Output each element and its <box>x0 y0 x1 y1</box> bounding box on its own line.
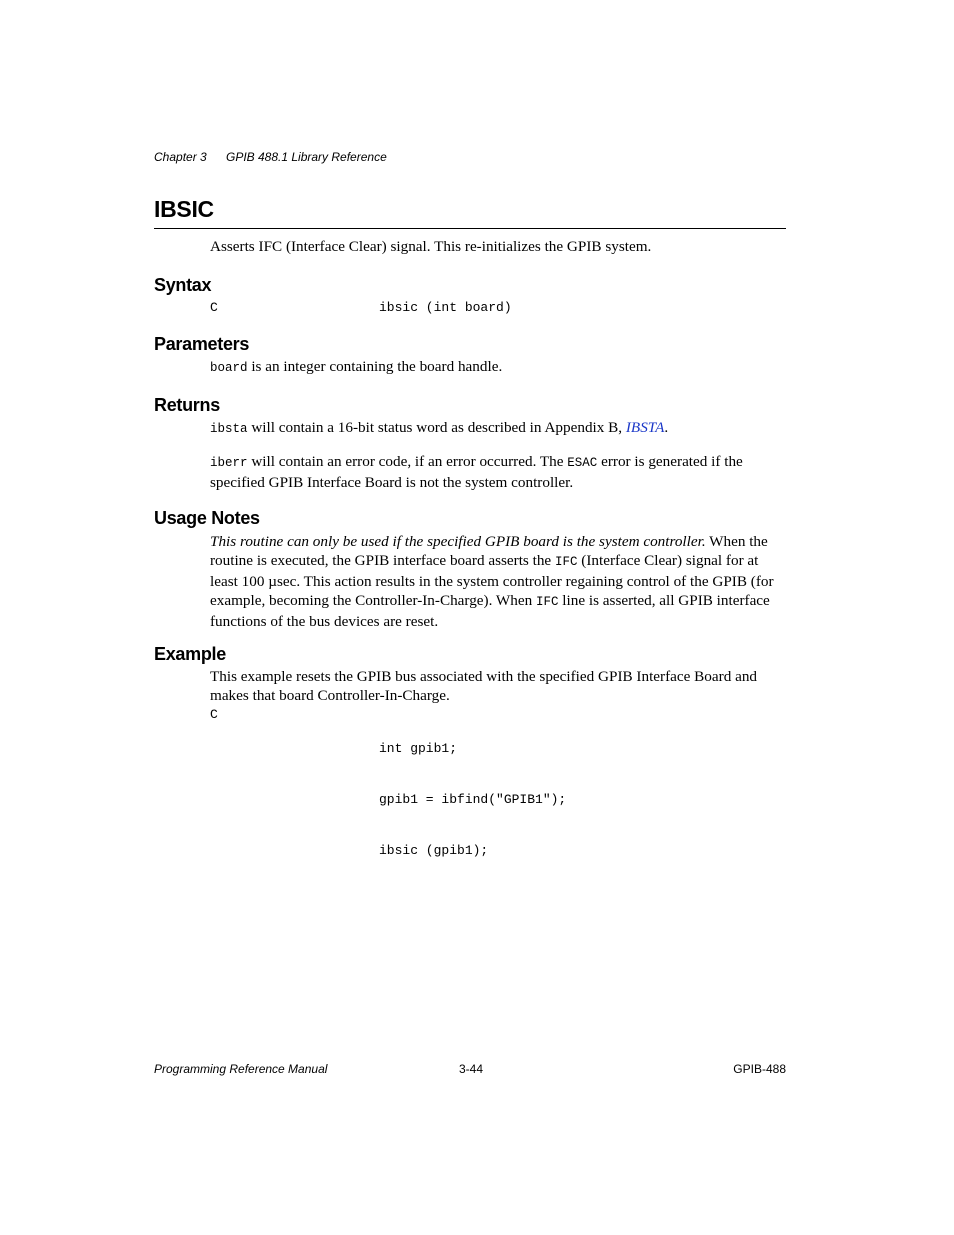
syntax-language: C <box>210 300 218 315</box>
code-line: gpib1 = ibfind("GPIB1"); <box>379 792 567 807</box>
returns-iberr-text <box>210 452 786 492</box>
returns-heading: Returns <box>154 395 220 415</box>
function-description: Asserts IFC (Interface Clear) signal. This re-initializes the GPIB system. <box>210 238 652 255</box>
usage-notes-part1: When the routine is executed, the GPIB interface board asserts the <box>210 533 768 569</box>
code-line: ibsic (gpib1); <box>379 843 489 858</box>
ibsta-period: . <box>664 419 669 436</box>
usage-notes-heading: Usage Notes <box>154 508 260 528</box>
example-heading: Example <box>154 644 226 664</box>
ibsta-code: ibsta <box>210 422 248 436</box>
usage-notes-text <box>210 532 786 631</box>
header-section: GPIB 488.1 Library Reference <box>226 150 387 164</box>
iberr-code: iberr <box>210 456 248 470</box>
footer-manual-title: Programming Reference Manual <box>154 1062 328 1076</box>
code-line: int gpib1; <box>379 741 458 756</box>
title-divider <box>154 228 786 229</box>
usage-notes-emphasis: This routine can only be used if the specified GPIB board is the system controller. <box>210 533 706 550</box>
example-description: This example resets the GPIB bus associated with the specified GPIB Interface Board and makes that board Controller-In-Charge. <box>210 668 758 704</box>
parameters-text <box>210 357 786 378</box>
example-code-block <box>210 706 567 858</box>
running-header <box>154 150 387 164</box>
iberr-description: will contain an error code, if an error occurred. The <box>247 453 568 470</box>
header-chapter: Chapter 3 <box>154 150 207 164</box>
ifc-code-2: IFC <box>535 595 559 609</box>
syntax-heading: Syntax <box>154 275 212 295</box>
ifc-code-1: IFC <box>554 555 578 569</box>
usage-notes-part2: (Interface Clear) signal for at least 100 µsec. This action results in the system controller regaining control of the GPIB (for example, becoming the Controller-In-Charge). When <box>210 552 774 609</box>
page-title: IBSIC <box>154 196 214 222</box>
returns-ibsta-text <box>210 418 786 439</box>
esac-description: error is generated if the specified GPIB Interface Board is not the system controller. <box>210 453 743 491</box>
ibsta-link[interactable]: IBSTA <box>625 419 665 436</box>
syntax-code: ibsic (int board) <box>379 300 512 315</box>
ibsta-description: will contain a 16-bit status word as described in Appendix B, <box>247 419 626 436</box>
example-language: C <box>210 707 218 722</box>
param-name: board <box>210 361 248 375</box>
parameters-heading: Parameters <box>154 334 250 354</box>
usage-notes-part3: line is asserted, all GPIB interface functions of the bus devices are reset. <box>210 592 770 630</box>
param-description: is an integer containing the board handle. <box>247 358 503 375</box>
example-code-lines <box>379 706 566 893</box>
footer-product: GPIB-488 <box>733 1062 786 1076</box>
footer-page-number: 3-44 <box>459 1062 484 1076</box>
esac-code: ESAC <box>567 456 598 470</box>
